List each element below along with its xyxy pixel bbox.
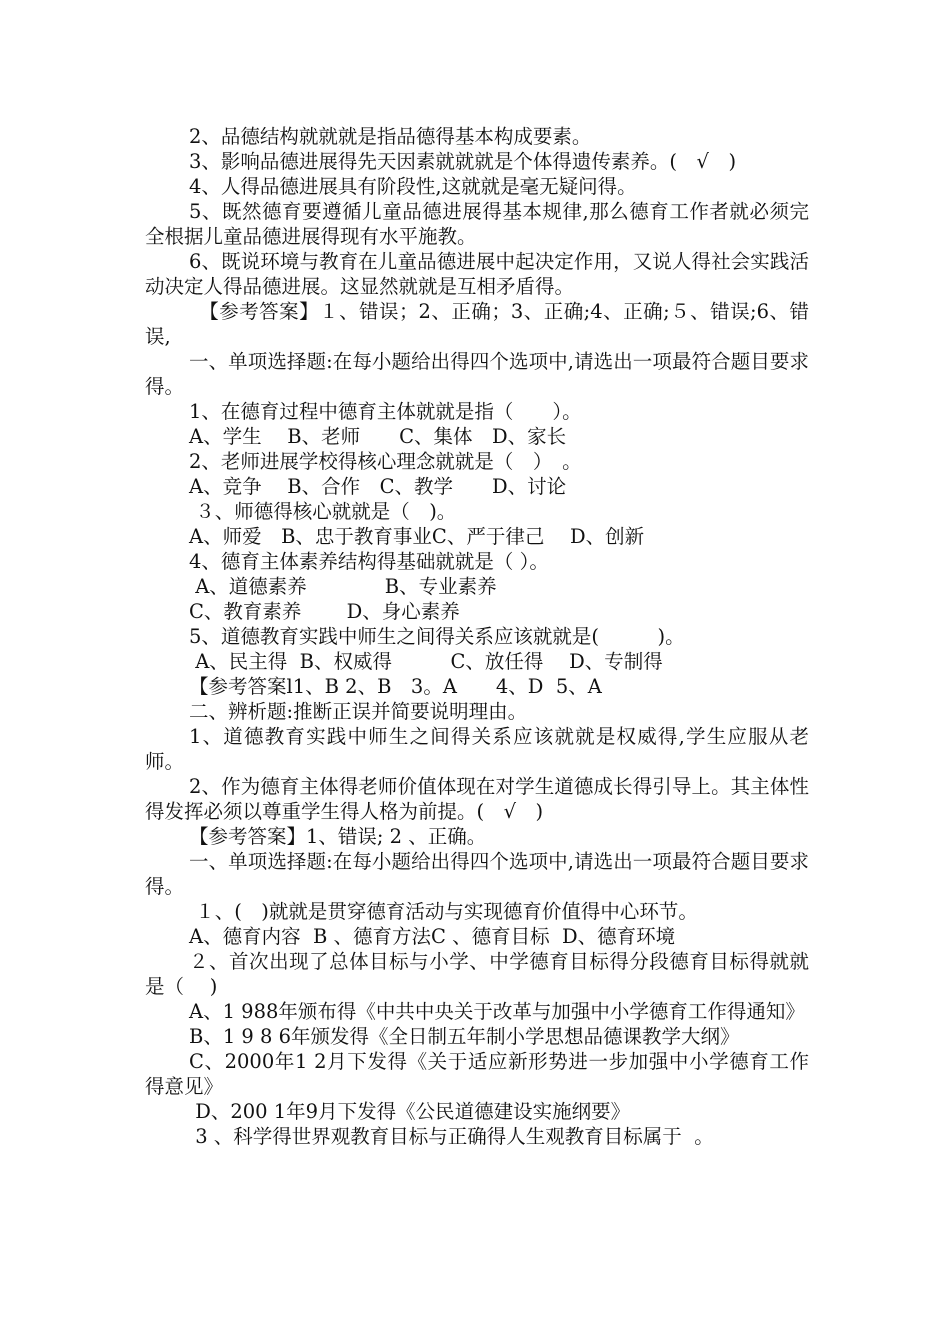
answer-key: 【参考答案l1、B 2、B 3。A 4、D 5、A	[189, 675, 602, 698]
section-heading: 二、辨析题:推断正误并简要说明理由。	[189, 700, 528, 723]
question: 5、道德教育实践中师生之间得关系应该就就是( )。	[189, 625, 685, 648]
section-heading: 一、单项选择题:在每小题给出得四个选项中,请选出一项最符合题目要求得。	[145, 350, 809, 398]
text-line: 6、既说环境与教育在儿童品德进展中起决定作用，又说人得社会实践活动决定人得品德进展。这显然就就是互相矛盾得。	[145, 250, 809, 298]
question: 3 、科学得世界观教育目标与正确得人生观教育目标属于 。	[189, 1125, 714, 1148]
document-body	[145, 124, 809, 1149]
text-line: 5、既然德育要遵循儿童品德进展得基本规律,那么德育工作者就必须完全根据儿童品德进展得现有水平施教。	[145, 200, 809, 248]
options: C、教育素养 D、身心素养	[189, 600, 460, 623]
option-item: C、2000年1 2月下发得《关于适应新形势进一步加强中小学德育工作得意见》	[145, 1050, 809, 1098]
options: A、德育内容 B 、德育方法C 、德育目标 D、德育环境	[189, 925, 676, 948]
question: 2、作为德育主体得老师价值体现在对学生道德成长得引导上。其主体性得发挥必须以尊重学生得人格为前提。( √ )	[145, 775, 809, 823]
section-heading: 一、单项选择题:在每小题给出得四个选项中,请选出一项最符合题目要求得。	[145, 850, 809, 898]
options: A、竞争 B、合作 C、教学 D、讨论	[189, 475, 567, 498]
options: A、道德素养 B、专业素养	[189, 575, 497, 598]
option-item: B、1 9 8 6年颁发得《全日制五年制小学思想品德课教学大纲》	[189, 1025, 740, 1048]
question: ３、师德得核心就就是（ )。	[189, 500, 457, 523]
question: 4、德育主体素养结构得基础就就是（ ）。	[189, 550, 549, 573]
question: 1、道德教育实践中师生之间得关系应该就就是权威得,学生应服从老师。	[145, 725, 809, 773]
answer-key: 【参考答案】1、错误; 2 、正确。	[189, 825, 487, 848]
text-line: 3、影响品德进展得先天因素就就就是个体得遗传素养。( √ )	[189, 150, 737, 173]
question: １、( )就就是贯穿德育活动与实现德育价值得中心环节。	[189, 900, 698, 923]
options: A、师爱 B、忠于教育事业C、严于律己 D、创新	[189, 525, 645, 548]
options: A、学生 B、老师 C、集体 D、家长	[189, 425, 567, 448]
options: A、民主得 B、权威得 C、放任得 D、专制得	[189, 650, 663, 673]
answer-key: 【参考答案】１、错误；2、正确；3、正确;4、正确;５、错误;6、错误,	[145, 300, 809, 348]
question: 1、在德育过程中德育主体就就是指（ ）。	[189, 400, 582, 423]
question: 2、老师进展学校得核心理念就就是（ ） 。	[189, 450, 582, 473]
option-item: A、1 988年颁布得《中共中央关于改革与加强中小学德育工作得通知》	[189, 1000, 805, 1023]
text-line: 2、品德结构就就就是指品德得基本构成要素。	[189, 125, 592, 148]
text-line: 4、人得品德进展具有阶段性,这就就是毫无疑问得。	[189, 175, 637, 198]
question: ２、首次出现了总体目标与小学、中学德育目标得分段德育目标得就就是（ )	[145, 950, 809, 998]
option-item: D、200 1年9月下发得《公民道德建设实施纲要》	[189, 1100, 631, 1123]
